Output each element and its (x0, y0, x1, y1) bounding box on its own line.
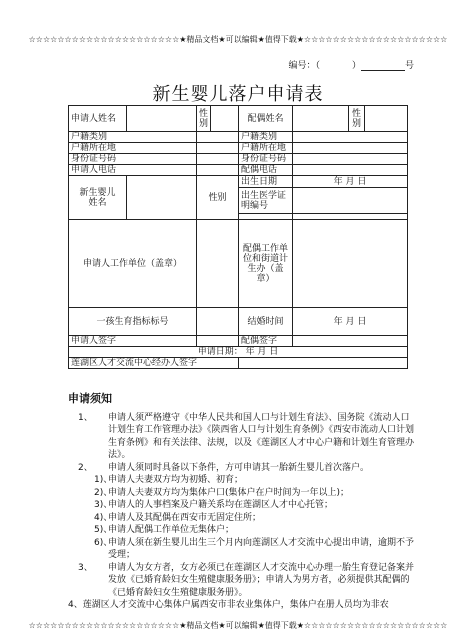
label-first-child: 一孩生育指标标号 (69, 308, 197, 336)
input-applicant-gender[interactable] (211, 106, 239, 132)
input-baby-name[interactable] (127, 176, 197, 220)
notes-item-truncated: 4、莲湖区人才交流中心集体户属西安市非农业集体户，集体户在册人员均为非农 (68, 600, 389, 610)
input-birth-date[interactable]: 年 月 日 (293, 176, 408, 188)
input-applicant-work[interactable] (197, 220, 239, 308)
subitem-text: 申请人的人事档案及户籍关系均在莲湖区人才中心托管； (108, 500, 334, 510)
subitem-text: 申请人及其配偶在西安市无固定住所； (108, 512, 262, 523)
input-id-number[interactable] (197, 154, 239, 165)
application-form (68, 105, 408, 369)
subitem-number: 6)、 (94, 537, 113, 548)
label-applicant-name: 申请人姓名 (69, 106, 127, 132)
subitem-number: 1)、 (94, 475, 113, 485)
input-hukou-place[interactable] (197, 143, 239, 154)
item-number: 1、 (78, 412, 93, 423)
input-applicant-name[interactable] (127, 106, 197, 132)
input-spouse-work[interactable] (293, 220, 408, 308)
label-spouse-id-number: 身份证号码 (239, 154, 293, 165)
notes-subitem (68, 499, 418, 512)
notes-heading: 申请须知 (68, 392, 112, 405)
notes-subitem (68, 512, 418, 525)
notes-item (68, 462, 418, 475)
label-spouse-name: 配偶姓名 (239, 106, 293, 132)
apply-date[interactable]: 申请日期： 年 月 日 (69, 347, 408, 358)
label-hukou-place: 户籍所在地 (69, 143, 197, 154)
subitem-number: 4)、 (94, 512, 113, 523)
label-id-number: 身份证号码 (69, 154, 197, 165)
input-applicant-phone[interactable] (197, 165, 239, 176)
notes-item (68, 412, 418, 462)
label-birth-date: 出生日期 (239, 176, 293, 188)
label-spouse-hukou-place: 户籍所在地 (239, 143, 293, 154)
input-birth-cert[interactable] (293, 188, 408, 214)
item-number: 2、 (78, 462, 93, 473)
input-spouse-phone[interactable] (293, 165, 408, 176)
label-baby-gender: 性别 (197, 176, 239, 220)
label-agent-sign: 莲湖区人才交流中心经办人签字 (69, 358, 239, 369)
notes-subitem (68, 487, 418, 500)
serial-mid: ） (351, 61, 361, 71)
input-applicant-sign[interactable] (197, 336, 239, 347)
bottom-banner: ☆☆☆☆☆☆☆☆☆☆☆☆☆☆☆☆☆☆☆☆☆★精品文档★可以编辑★值得下载★☆☆☆☆☆☆☆☆☆☆☆☆☆☆☆☆☆☆☆☆ (28, 621, 448, 630)
input-spouse-hukou-place[interactable] (293, 143, 408, 154)
input-spouse-sign[interactable] (293, 336, 408, 347)
serial-prefix: 编号：（ (288, 61, 320, 71)
input-spouse-hukou-category[interactable] (293, 132, 408, 143)
subitem-text: 申请人夫妻双方均为初婚、初育； (108, 475, 244, 485)
top-banner: ☆☆☆☆☆☆☆☆☆☆☆☆☆☆☆☆☆☆☆☆☆★精品文档★可以编辑★值得下载★☆☆☆☆☆☆☆☆☆☆☆☆☆☆☆☆☆☆☆☆ (28, 35, 448, 44)
subitem-text: 申请人须在新生婴儿出生三个月内向莲湖区人才交流中心提出申请，逾期不予受理； (108, 537, 415, 560)
label-baby-name: 新生婴儿姓名 (69, 176, 127, 220)
serial-suffix: 号 (404, 61, 414, 71)
page-title: 新生婴儿落户申请表 (152, 84, 324, 105)
label-spouse-sign: 配偶签字 (239, 336, 293, 347)
input-first-child[interactable] (197, 308, 239, 336)
notes-section (68, 393, 418, 612)
subitem-text: 申请人配偶工作单位无集体户； (108, 525, 235, 535)
item-text: 申请人须同时具备以下条件，方可申请其一胎新生婴儿首次落户。 (108, 462, 370, 473)
serial-number (288, 58, 414, 71)
item-number: 3、 (78, 562, 93, 573)
label-spouse-hukou-category: 户籍类别 (239, 132, 293, 143)
subitem-number: 3)、 (94, 500, 113, 510)
label-applicant-sign: 申请人签字 (69, 336, 197, 347)
notes-item (68, 562, 418, 600)
label-gender: 性别 (197, 106, 211, 132)
notes-subitem (68, 537, 418, 562)
item-text: 申请人为女方者，女方必须已在莲湖区人才交流中心办理一胎生育登记备案并发放《已婚育龄妇女生殖健康服务册》；申请人为男方者，必须提供其配偶的《已婚育龄妇女生殖健康服务册》。 (108, 562, 415, 598)
label-spouse-gender: 性别 (349, 106, 365, 132)
input-marriage-time[interactable]: 年 月 日 (293, 308, 408, 336)
label-birth-cert: 出生医学证明编号 (239, 188, 293, 214)
serial-blank[interactable] (361, 61, 405, 71)
label-applicant-work: 申请人工作单位（盖章） (69, 220, 197, 308)
subitem-number: 5)、 (94, 525, 113, 535)
label-hukou-category: 户籍类别 (69, 132, 197, 143)
input-hukou-category[interactable] (197, 132, 239, 143)
subitem-text: 申请人夫妻双方均为集体户口(集体户在户时间为一年以上)； (108, 487, 350, 498)
notes-subitem (68, 524, 418, 537)
input-spouse-id-number[interactable] (293, 154, 408, 165)
notes-subitem (68, 474, 418, 487)
item-text: 申请人须严格遵守《中华人民共和国人口与计划生育法》、国务院《流动人口计划生育工作管理办法》《陕西省人口与计划生育条例》《西安市流动人口计划生育条例》和有关法律、法规，以及《莲湖区人才中心户籍和计划生育管理办法》。 (108, 412, 415, 460)
subitem-number: 2)、 (94, 487, 113, 498)
label-marriage-time: 结婚时间 (239, 308, 293, 336)
label-spouse-work: 配偶工作单位和街道计生办（盖章） (239, 220, 293, 308)
input-spouse-name[interactable] (293, 106, 349, 132)
input-agent-sign[interactable] (239, 358, 408, 369)
label-applicant-phone: 申请人电话 (69, 165, 197, 176)
label-spouse-phone: 配偶电话 (239, 165, 293, 176)
input-spouse-gender[interactable] (365, 106, 408, 132)
